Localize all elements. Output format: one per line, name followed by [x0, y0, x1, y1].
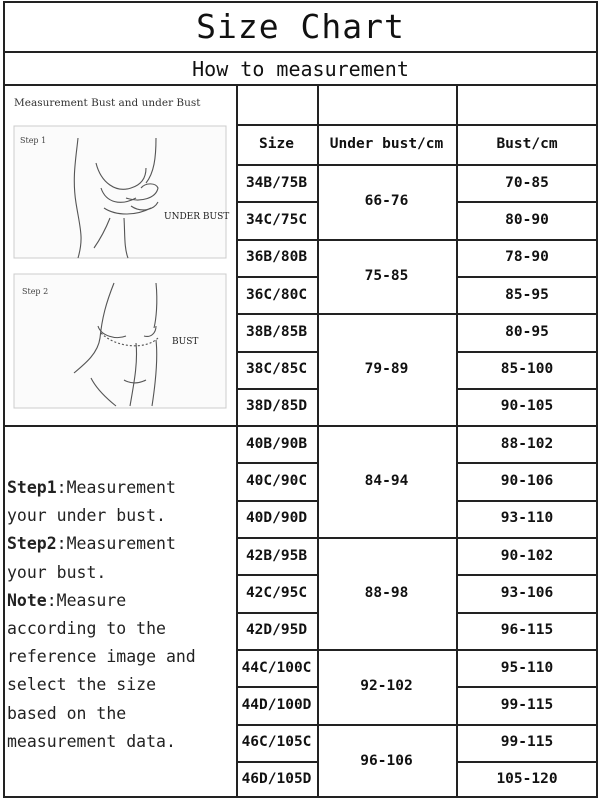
note-note-bold: Note — [7, 590, 47, 610]
bust-cell: 85-95 — [505, 286, 549, 303]
note-line-6: according to the — [7, 619, 166, 639]
row-divider — [456, 761, 598, 763]
header-under-bust: Under bust/cm — [329, 136, 444, 152]
bust-cell: 80-95 — [505, 323, 549, 340]
group-divider — [317, 425, 456, 427]
note-line-7: reference image and — [7, 647, 196, 667]
row-divider — [236, 500, 317, 502]
bust-cell: 95-110 — [500, 659, 554, 676]
bust-cell: 99-115 — [500, 696, 554, 713]
header-size: Size — [259, 136, 294, 152]
row-divider — [236, 388, 317, 390]
row-divider — [456, 276, 598, 278]
size-cell: 42D/95D — [245, 622, 308, 639]
note-step1-bold: Step1 — [7, 478, 57, 497]
row-divider — [236, 649, 317, 651]
row-divider — [456, 351, 598, 353]
step1-label: Step 1 — [20, 136, 47, 145]
row-divider — [456, 425, 598, 427]
page-title: Size Chart — [3, 1, 598, 53]
row-divider — [236, 686, 317, 688]
under-bust-cell: 88-98 — [364, 584, 409, 601]
group-divider — [317, 239, 456, 241]
size-cell: 44C/100C — [241, 659, 312, 676]
bust-cell: 78-90 — [505, 249, 549, 266]
size-cell: 42B/95B — [245, 547, 308, 564]
size-cell: 36B/80B — [245, 249, 308, 266]
row-divider — [236, 574, 317, 576]
under-bust-cell: 66-76 — [364, 193, 409, 210]
size-cell: 46C/105C — [241, 734, 312, 751]
row-divider — [236, 239, 317, 241]
row-divider — [236, 351, 317, 353]
row-divider — [236, 537, 317, 539]
size-cell: 40D/90D — [245, 510, 308, 527]
bust-cell: 90-105 — [500, 398, 554, 415]
row-divider — [236, 724, 317, 726]
note-step2-bold: Step2 — [7, 534, 57, 554]
bust-cell: 93-106 — [500, 584, 554, 601]
bust-cell: 105-120 — [496, 771, 558, 788]
size-cell: 44D/100D — [241, 696, 312, 713]
group-divider — [317, 537, 456, 539]
row-divider — [456, 537, 598, 539]
row-divider — [456, 239, 598, 241]
row-divider — [456, 686, 598, 688]
header-bust: Bust/cm — [496, 136, 558, 152]
row-divider — [236, 425, 317, 427]
note-line-9: based on the — [7, 703, 127, 723]
bust-cell: 93-110 — [500, 510, 554, 527]
step2-label: Step 2 — [22, 287, 49, 296]
size-cell: 36C/80C — [245, 286, 308, 303]
row-divider — [236, 761, 317, 763]
row-divider — [236, 462, 317, 464]
note-line-4: your bust. — [7, 562, 107, 582]
row-divider — [456, 388, 598, 390]
under-bust-cell: 96-106 — [360, 752, 413, 769]
bust-cell: 85-100 — [500, 361, 554, 378]
size-cell: 40B/90B — [245, 435, 308, 452]
left-divider — [4, 425, 236, 427]
group-divider — [317, 649, 456, 651]
size-cell: 42C/95C — [245, 584, 308, 601]
under-bust-cell: 79-89 — [364, 361, 409, 378]
bust-cell: 90-102 — [500, 547, 554, 564]
size-cell: 38D/85D — [245, 398, 308, 415]
step1-tag: UNDER BUST — [164, 212, 230, 222]
note-line-2: your under bust. — [7, 506, 166, 526]
row-divider — [456, 574, 598, 576]
page-subtitle: How to measurement — [3, 53, 598, 86]
note-note-text: :Measure — [46, 590, 127, 610]
row-divider — [456, 313, 598, 315]
row-divider — [236, 201, 317, 203]
size-cell: 38B/85B — [245, 323, 308, 340]
row-divider — [236, 612, 317, 614]
bust-cell: 80-90 — [505, 211, 549, 228]
size-cell: 34C/75C — [245, 211, 308, 228]
note-line-10: measurement data. — [7, 731, 176, 751]
bust-cell: 96-115 — [500, 622, 554, 639]
row-divider — [456, 201, 598, 203]
under-bust-cell: 75-85 — [364, 267, 409, 284]
row-divider — [236, 313, 317, 315]
row-divider — [456, 462, 598, 464]
row-divider — [456, 612, 598, 614]
note-step2-text: :Measurement — [56, 534, 176, 554]
under-bust-cell: 84-94 — [364, 473, 409, 490]
bust-cell: 70-85 — [505, 174, 549, 191]
measurement-notes — [7, 474, 233, 756]
size-cell: 34B/75B — [245, 174, 308, 191]
size-cell: 46D/105D — [241, 771, 312, 788]
row-divider — [236, 276, 317, 278]
row-divider — [456, 649, 598, 651]
note-step1-text: :Measurement — [56, 478, 176, 497]
illustration-caption: Measurement Bust and under Bust — [14, 97, 201, 109]
group-divider — [317, 724, 456, 726]
bust-cell: 88-102 — [500, 435, 554, 452]
bust-cell: 99-115 — [500, 734, 554, 751]
step2-tag: BUST — [172, 337, 199, 347]
size-cell: 38C/85C — [245, 361, 308, 378]
measurement-illustration — [6, 88, 234, 419]
size-cell: 40C/90C — [245, 473, 308, 490]
row-divider — [456, 724, 598, 726]
row-divider — [456, 500, 598, 502]
note-line-8: select the size — [7, 675, 157, 695]
under-bust-cell: 92-102 — [360, 678, 413, 695]
bust-cell: 90-106 — [500, 473, 554, 490]
group-divider — [317, 313, 456, 315]
